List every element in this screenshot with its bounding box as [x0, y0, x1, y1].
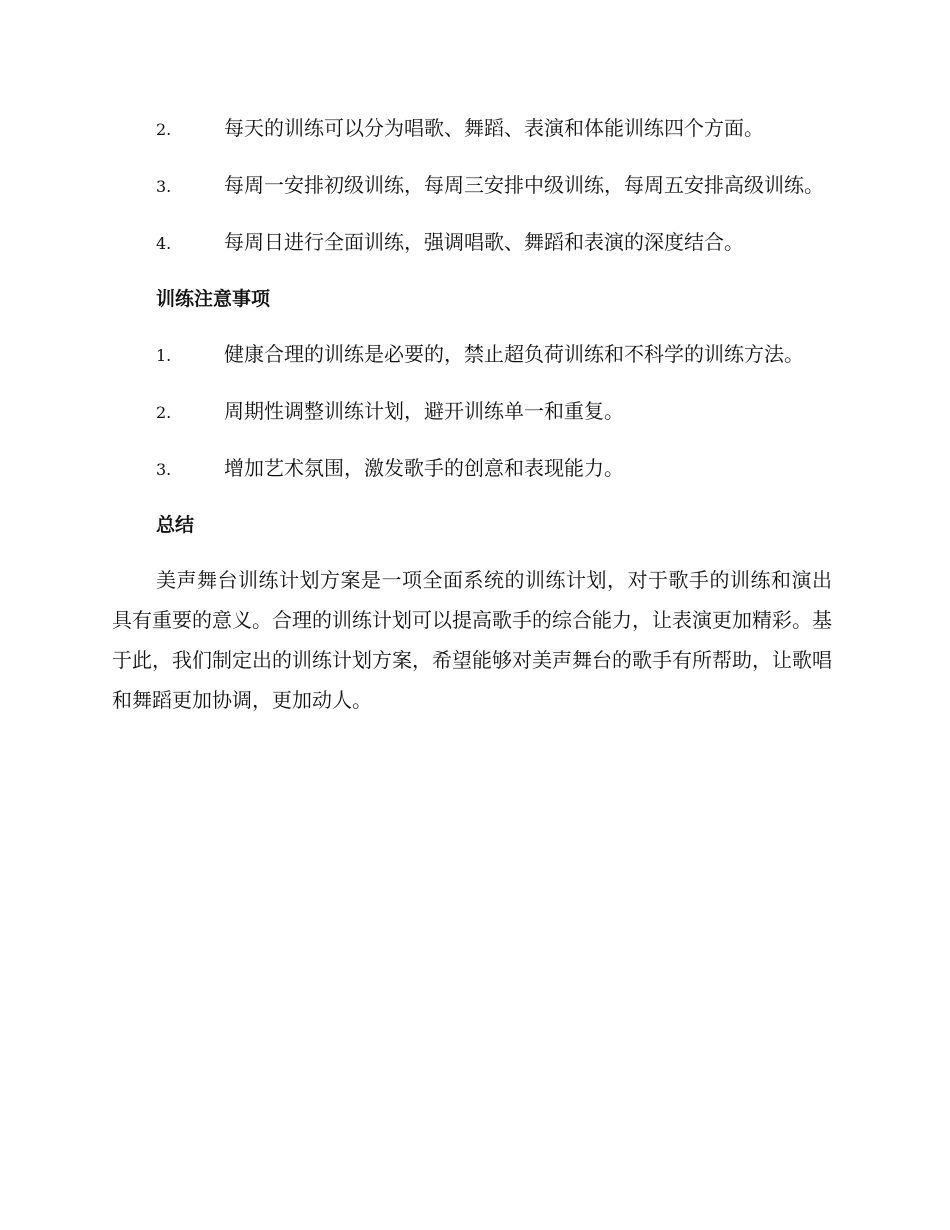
- section-heading-summary: 总结: [156, 514, 195, 536]
- list-item-text: 每周日进行全面训练，强调唱歌、舞蹈和表演的深度结合。: [224, 230, 744, 254]
- list-item: [112, 334, 832, 376]
- list-item-number: 2.: [156, 403, 172, 422]
- list-item-number: 4.: [156, 234, 172, 253]
- list-item-number: 3.: [156, 460, 172, 479]
- list-item: [112, 108, 832, 150]
- list-item-number: 2.: [156, 120, 172, 139]
- list-item: [112, 391, 832, 433]
- list-item-text: 周期性调整训练计划，避开训练单一和重复。: [224, 399, 624, 423]
- list-item-number: 3.: [156, 177, 172, 196]
- list-item: [112, 448, 832, 490]
- list-item-text: 每周一安排初级训练，每周三安排中级训练，每周五安排高级训练。: [224, 173, 824, 197]
- list-item-text: 增加艺术氛围，激发歌手的创意和表现能力。: [224, 456, 624, 480]
- section-heading-notes: 训练注意事项: [156, 288, 271, 310]
- list-item-text: 健康合理的训练是必要的，禁止超负荷训练和不科学的训练方法。: [224, 342, 804, 366]
- list-item: [112, 222, 832, 264]
- list-item: [112, 165, 832, 207]
- summary-paragraph: 美声舞台训练计划方案是一项全面系统的训练计划，对于歌手的训练和演出具有重要的意义。合理的训练计划可以提高歌手的综合能力，让表演更加精彩。基于此，我们制定出的训练计划方案，希望能够对美声舞台的歌手有所帮助，让歌唱和舞蹈更加协调，更加动人。: [112, 568, 832, 712]
- document-content: [112, 108, 832, 720]
- list-item-text: 每天的训练可以分为唱歌、舞蹈、表演和体能训练四个方面。: [224, 116, 764, 140]
- list-item-number: 1.: [156, 346, 172, 365]
